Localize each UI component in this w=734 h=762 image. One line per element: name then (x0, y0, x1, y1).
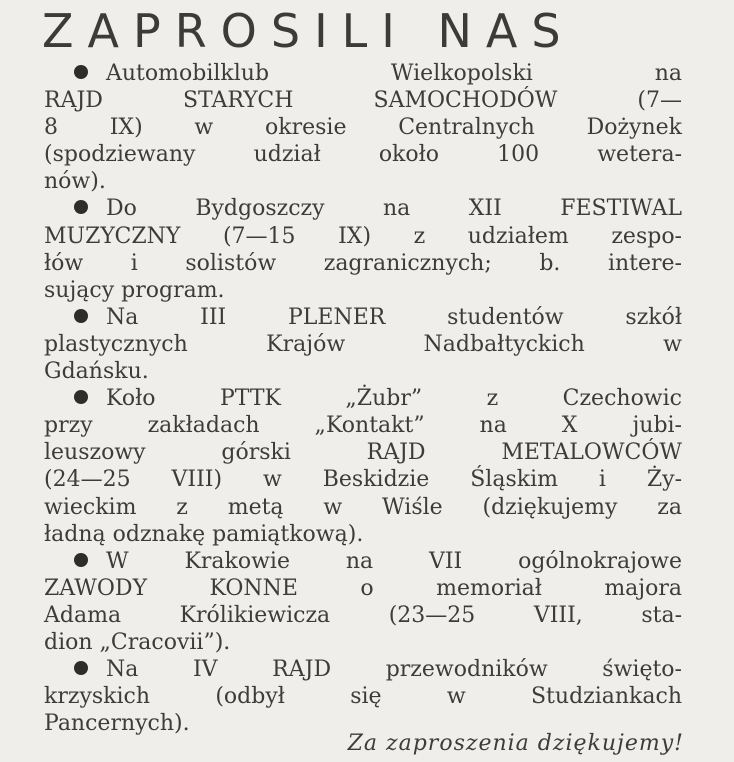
text-line: krzyskich (odbył się w Studziankach (44, 684, 682, 710)
text-line: RAJD STARYCH SAMOCHODÓW (7— (44, 88, 682, 114)
invitation-item (44, 656, 682, 737)
text-line: MUZYCZNY (7—15 IX) z udziałem zespo- (44, 223, 682, 249)
bullet-icon (74, 661, 88, 675)
invitation-item (44, 385, 682, 548)
text-line: Na IV RAJD przewodników święto- (44, 656, 682, 683)
text-line: (spodziewany udział około 100 wetera- (44, 142, 682, 168)
text-line: łów i solistów zagranicznych; b. intere- (44, 250, 682, 276)
invitation-item (44, 304, 682, 385)
text-line: Na III PLENER studentów szkół (44, 304, 682, 331)
bullet-icon (74, 65, 88, 79)
text-line: ZAWODY KONNE o memoriał majora (44, 575, 682, 601)
invitation-item (44, 548, 682, 656)
text-line: 8 IX) w okresie Centralnych Dożynek (44, 115, 682, 141)
text-line: dion „Cracovii”). (44, 629, 231, 655)
text-line: sujący program. (44, 277, 225, 303)
text-line: Koło PTTK „Żubr” z Czechowic (44, 385, 682, 412)
invitation-item (44, 60, 682, 195)
text-line: Adama Królikiewicza (23—25 VIII, sta- (44, 602, 682, 628)
text-line: W Krakowie na VII ogólnokrajowe (44, 548, 682, 575)
invitation-item (44, 195, 682, 303)
text-line: wieckim z metą w Wiśle (dziękujemy za (44, 494, 682, 520)
text-line: nów). (44, 169, 106, 195)
text-line: leuszowy górski RAJD METALOWCÓW (44, 440, 682, 466)
text-line: Do Bydgoszczy na XII FESTIWAL (44, 195, 682, 222)
article-body (44, 60, 682, 737)
text-line: przy zakładach „Kontakt” na X jubi- (44, 413, 682, 439)
text-line: Pancernych). (44, 711, 190, 737)
text-line: Automobilklub Wielkopolski na (44, 60, 682, 87)
text-line: ładną odznakę pamiątkową). (44, 521, 364, 547)
article-headline: ZAPROSILI NAS (42, 4, 575, 58)
bullet-icon (74, 390, 88, 404)
text-line: (24—25 VIII) w Beskidzie Śląskim i Ży- (44, 467, 682, 493)
text-line: plastycznych Krajów Nadbałtyckich w (44, 331, 682, 357)
text-line: Gdańsku. (44, 359, 149, 385)
bullet-icon (74, 200, 88, 214)
bullet-icon (74, 309, 88, 323)
closing-thanks: Za zaproszenia dziękujemy! (347, 731, 684, 756)
bullet-icon (74, 553, 88, 567)
